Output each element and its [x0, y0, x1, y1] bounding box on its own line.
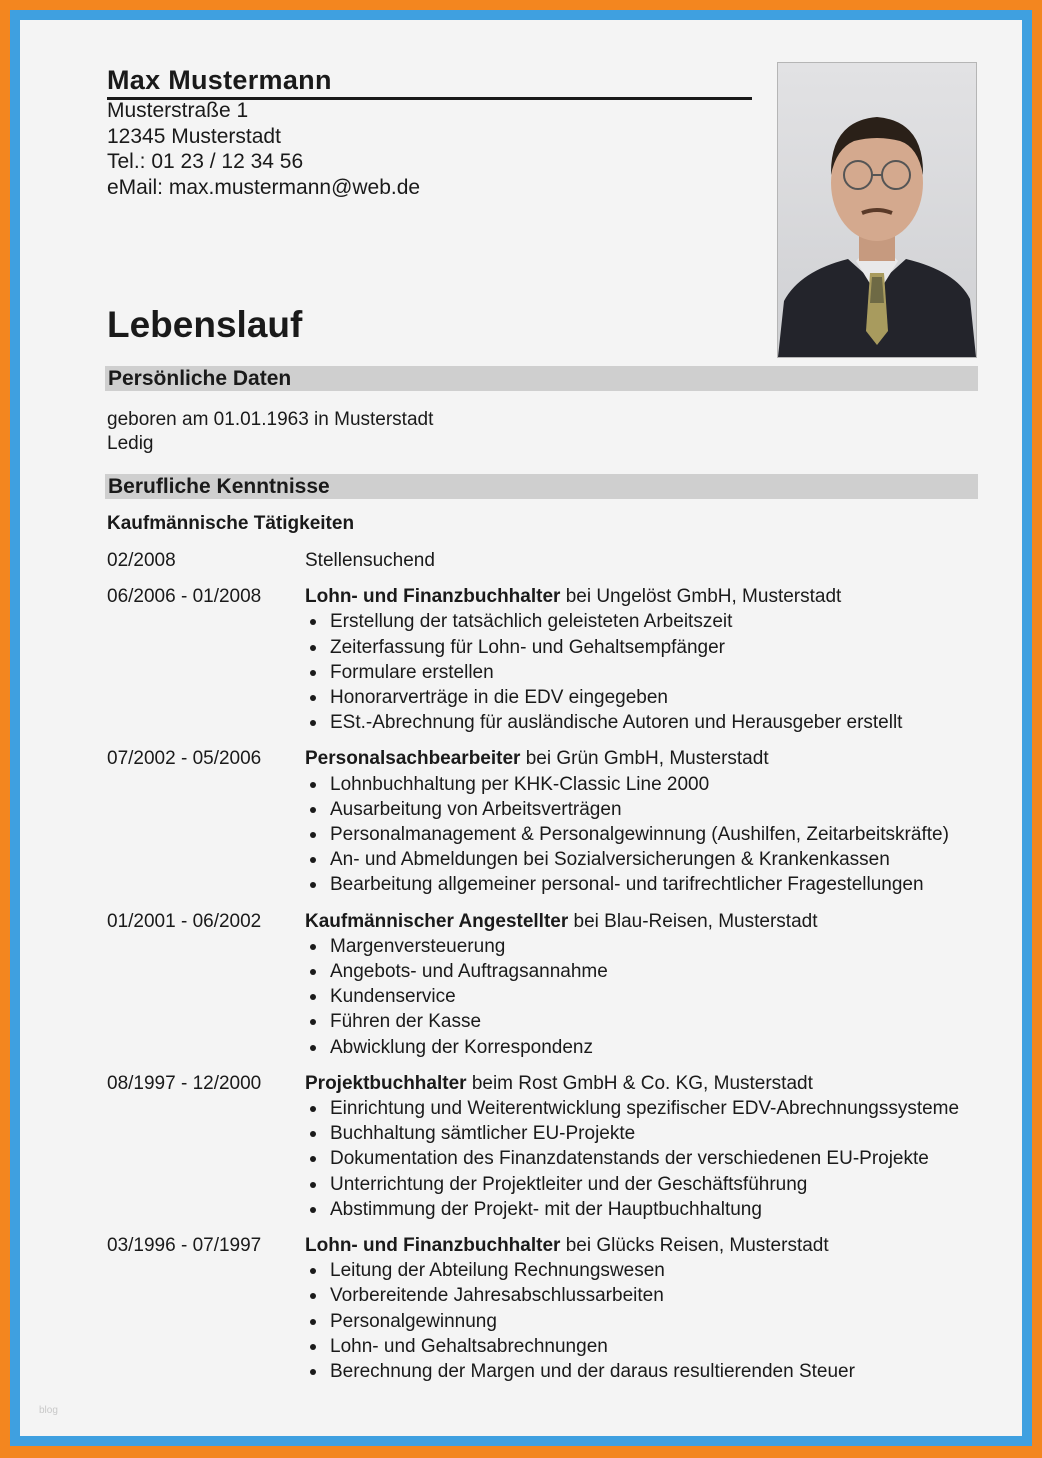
entry-employer: bei Blau-Reisen, Musterstadt [568, 910, 818, 932]
marital-status: Ledig [107, 433, 154, 454]
task-item: Abstimmung der Projekt- mit der Hauptbuchhaltung [305, 1197, 987, 1222]
task-item: Bearbeitung allgemeiner personal- und tarifrechtlicher Fragestellungen [305, 872, 987, 897]
subsection-commercial: Kaufmännische Tätigkeiten [107, 513, 355, 534]
task-item: Personalmanagement & Personalgewinnung (Aushilfen, Zeitarbeitskräfte) [305, 822, 987, 847]
task-item: Formulare erstellen [305, 660, 987, 685]
task-item: Vorbereitende Jahresabschlussarbeiten [305, 1283, 987, 1308]
entry-employer: bei Glücks Reisen, Musterstadt [560, 1235, 829, 1257]
task-item: Ausarbeitung von Arbeitsverträgen [305, 797, 987, 822]
task-item: Berechnung der Margen und der daraus resultierenden Steuer [305, 1359, 987, 1384]
task-item: Honorarverträge in die EDV eingegeben [305, 685, 987, 710]
task-list [305, 1096, 987, 1222]
experience-entry [107, 1233, 987, 1384]
entry-employer: bei Ungelöst GmbH, Musterstadt [560, 586, 842, 608]
task-list [305, 934, 987, 1060]
entry-body [305, 909, 987, 1060]
task-item: Lohnbuchhaltung per KHK-Classic Line 2000 [305, 772, 987, 797]
entry-role: Lohn- und Finanzbuchhalter [305, 1235, 561, 1257]
entry-role: Kaufmännischer Angestellter [305, 910, 569, 932]
birth-info: geboren am 01.01.1963 in Musterstadt [107, 409, 434, 430]
entry-date: 02/2008 [107, 550, 176, 571]
section-professional-skills: Berufliche Kenntnisse [105, 474, 978, 499]
contact-block [107, 98, 420, 200]
entry-role: Lohn- und Finanzbuchhalter [305, 586, 561, 608]
watermark: blog [39, 1405, 58, 1416]
email: eMail: max.mustermann@web.de [107, 175, 421, 199]
task-list [305, 1258, 987, 1384]
entry-body [305, 548, 987, 573]
entry-date: 07/2002 - 05/2006 [107, 748, 262, 770]
task-item: Lohn- und Gehaltsabrechnungen [305, 1334, 987, 1359]
entry-body [305, 584, 987, 735]
task-item: Führen der Kasse [305, 1009, 987, 1034]
task-item: Margenversteuerung [305, 934, 987, 959]
entry-body [305, 1071, 987, 1222]
entry-body [305, 746, 987, 897]
applicant-name: Max Mustermann [107, 64, 752, 100]
task-item: Unterrichtung der Projektleiter und der Geschäftsführung [305, 1172, 987, 1197]
entry-role: Projektbuchhalter [305, 1072, 467, 1094]
task-item: Dokumentation des Finanzdatenstands der verschiedenen EU-Projekte [305, 1146, 987, 1171]
personal-data [107, 408, 433, 456]
task-item: Zeiterfassung für Lohn- und Gehaltsempfänger [305, 635, 987, 660]
task-item: Angebots- und Auftragsannahme [305, 959, 987, 984]
experience-list [107, 548, 987, 1395]
entry-employer: Stellensuchend [305, 550, 435, 571]
entry-employer: bei Grün GmbH, Musterstadt [520, 748, 769, 770]
experience-entry [107, 548, 987, 573]
task-list [305, 609, 987, 735]
entry-date: 08/1997 - 12/2000 [107, 1072, 262, 1094]
entry-employer: beim Rost GmbH & Co. KG, Musterstadt [466, 1072, 813, 1094]
applicant-photo [777, 62, 977, 358]
cv-page [20, 20, 1022, 1436]
experience-entry [107, 584, 987, 735]
task-item: Leitung der Abteilung Rechnungswesen [305, 1258, 987, 1283]
task-item: Einrichtung und Weiterentwicklung spezifischer EDV-Abrechnungssysteme [305, 1096, 987, 1121]
task-item: An- und Abmeldungen bei Sozialversicherungen & Krankenkassen [305, 847, 987, 872]
entry-role: Personalsachbearbeiter [305, 748, 521, 770]
address-city: 12345 Musterstadt [107, 124, 281, 148]
experience-entry [107, 746, 987, 897]
experience-entry [107, 909, 987, 1060]
document-title: Lebenslauf [107, 304, 303, 345]
task-item: Abwicklung der Korrespondenz [305, 1035, 987, 1060]
section-personal-data: Persönliche Daten [105, 366, 978, 391]
phone: Tel.: 01 23 / 12 34 56 [107, 150, 304, 174]
task-item: ESt.-Abrechnung für ausländische Autoren und Herausgeber erstellt [305, 710, 987, 735]
task-item: Personalgewinnung [305, 1309, 987, 1334]
task-list [305, 772, 987, 898]
entry-date: 03/1996 - 07/1997 [107, 1235, 262, 1257]
entry-body [305, 1233, 987, 1384]
entry-date: 01/2001 - 06/2002 [107, 910, 262, 932]
task-item: Buchhaltung sämtlicher EU-Projekte [305, 1121, 987, 1146]
experience-entry [107, 1071, 987, 1222]
task-item: Erstellung der tatsächlich geleisteten Arbeitszeit [305, 609, 987, 634]
task-item: Kundenservice [305, 984, 987, 1009]
address-street: Musterstraße 1 [107, 99, 249, 122]
entry-date: 06/2006 - 01/2008 [107, 586, 262, 608]
